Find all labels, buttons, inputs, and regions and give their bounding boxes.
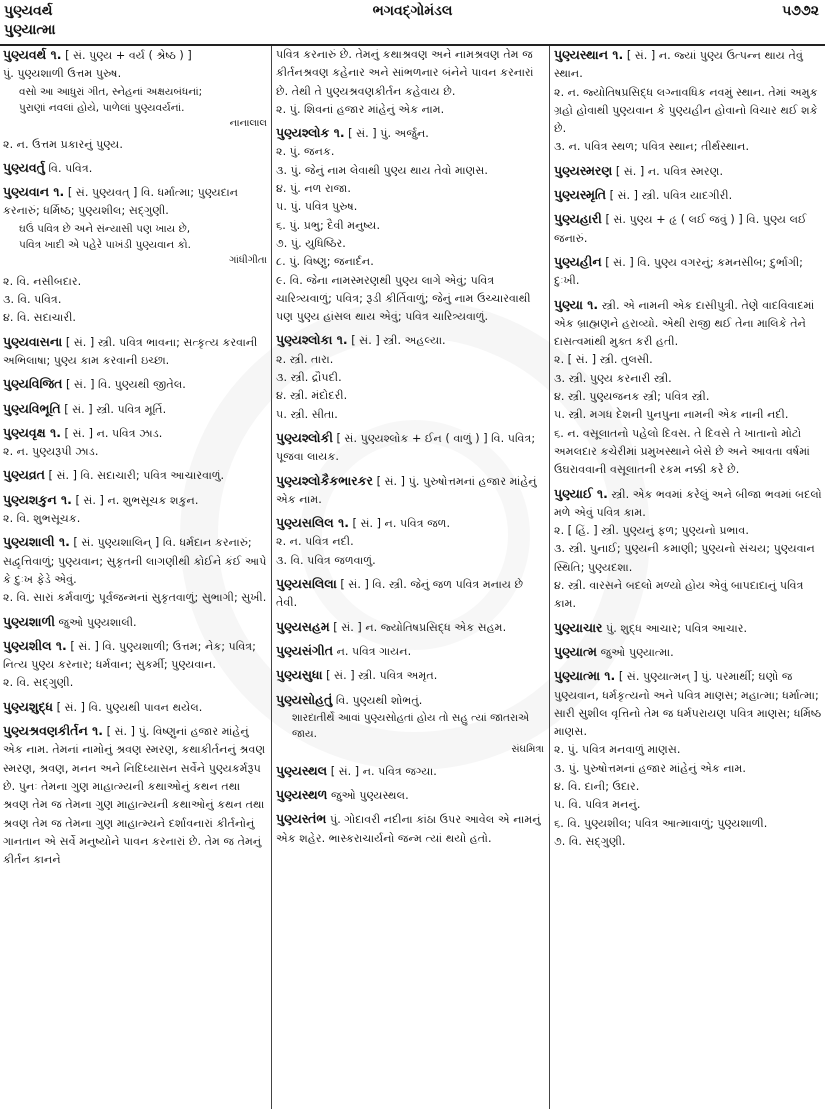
entry-quotation: વસો આ આધુરાં ગીત, સ્નેહનાં અક્ષયબંધનાં; [19,85,203,98]
entry-definition: પું. પુણ્યશાળી ઉત્તમ પુરુષ. [3,67,122,81]
entry-definition: વિ. પવિત્ર. [48,161,93,175]
entry-definition: [ સં. ] ન. પવિત્ર ઝાડ. [64,426,163,440]
entry-definition: ૨. પું. શિવનાં હજાર માંહેનું એક નામ. [276,102,445,116]
entry-definition: ૩. સ્ત્રી. પુણ્ય કરનારી સ્ત્રી. [554,371,672,385]
dictionary-entry [276,762,544,781]
dictionary-entry [554,186,822,205]
entry-definition: [ સં. ] વિ. પુણ્ય વગરનું; કમનસીબ; દુર્ભાગી; દુઃખી. [554,255,803,288]
entry-headword: પુણ્યવિજિત [3,376,63,392]
entry-quotation: ઘઉં પવિત્ર છે અને સંન્યાસી પણ ખાય છે, [19,222,191,235]
entry-definition: [ સં. પુણ્યાત્મન્ ] પું. પરમાર્થી; ઘણો જ પુણ્યવાન, ધર્મકૃત્યનો અને પવિત્ર માણસ; મહાત્મા; ધર્માત્મા; સારી સુશીલ વૃત્તિનો તેમ જ ધર્મપરાયણ પવિત્ર માણસ; ધર્મિષ્ઠ માણસ. [554,670,822,739]
entry-definition: [ સં. ] ન. જ્યાં પુણ્ય ઉત્પન્ન થાય તેવું સ્થાન. [554,49,803,81]
entry-definition: જુઓ પુણ્યશાલી. [58,615,137,629]
entry-definition: ૨. [ સં. ] સ્ત્રી. તુલસી. [554,353,653,367]
entry-definition: [ સં. ] ન. જ્યોતિષપ્રસિદ્ધ એક સહમ. [333,620,507,634]
entry-definition: ૬. ન. વસૂલાતનો પહેલો દિવસ. તે દિવસે તે ખાતાનો મોટો અમલદાર કચેરીમાં પ્રમુખસ્થાને બેસે છે અને આવતા વર્ષમાં ઉઘરાવવાની વસૂલાતની રકમ નક્કી કરે છે. [554,426,810,477]
entry-definition: ૬. વિ. પુણ્યશીલ; પવિત્ર આત્માવાળું; પુણ્યશાળી. [554,816,768,830]
entry-definition: [ સં. ] વિ. સદાચારી; પવિત્ર આચારવાળું. [48,469,225,483]
entry-headword: પુણ્યસલિલ ૧. [276,515,349,531]
entry-headword: પુણ્યસહમ [276,618,330,634]
entry-definition: ૪. સ્ત્રી. પુણ્યજનક સ્ત્રી; પવિત્ર સ્ત્રી. [554,390,710,404]
entry-definition: ૩. પું. જેનું નામ લેવાથી પુણ્ય થાય તેવો માણસ. [276,163,488,177]
entry-definition: ૪. વિ. દાની; ઉદાર. [554,779,640,793]
entry-definition: ૨. વિ. સદ્ગુણી. [3,676,74,690]
entry-headword: પુણ્યાચાર [554,619,603,635]
entry-headword: પુણ્યવાસના [3,333,63,349]
entry-headword: પુણ્યહીન [554,253,602,269]
entry-headword: પુણ્યશ્લોકા ૧. [276,332,348,348]
entry-headword: પુણ્યશ્રવણકીર્તન ૧. [3,723,103,739]
entry-definition: ૨. વિ. નસીબદાર. [3,274,82,288]
entry-definition: ૨. [ હિં. ] સ્ત્રી. પુણ્યનું ફળ; પુણ્યનો પ્રભાવ. [554,524,749,538]
entry-definition: ૩. ન. પવિત્ર સ્થળ; પવિત્ર સ્થાન; તીર્થસ્થાન. [554,140,750,154]
entry-definition: ન. પવિત્ર ગાયન. [336,644,412,658]
entry-definition: ૫. સ્ત્રી. સીતા. [276,407,338,421]
entry-definition: ૨. ન. જ્યોતિષપ્રસિદ્ધ લગ્નાવધિક નવમું સ્થાન. તેમાં અમુક ગ્રહો હોવાથી પુણ્યવાન કે પુણ્યહીન હોવાનો વિચાર થઈ શકે છે. [554,85,818,136]
entry-headword: પુણ્યાત્મા ૧. [554,668,616,684]
dictionary-entry [276,46,544,119]
entry-headword: પુણ્યાત્મ [554,643,598,659]
entry-definition: ૪. સ્ત્રી. મંદોદરી. [276,389,348,403]
entry-definition: [ સં. પુણ્ય + હૃ ( લઈ જવું ) ] વિ. પુણ્ય લઈ જનારું. [554,213,807,245]
entry-headword: પુણ્યવિભૂતિ [3,400,61,416]
dictionary-entry [276,429,544,467]
entry-definition: ૩. વિ. પવિત્ર. [3,293,62,307]
quotation-attribution: ગાંધીગીતા [229,254,267,266]
entry-headword: પુણ્યશ્લોકી [276,429,333,445]
entry-headword: પુણ્યશાળી [3,613,55,629]
dictionary-entry [3,136,267,154]
entry-definition: ૩. વિ. પવિત્ર જળવાળું. [276,553,376,567]
entry-headword: પુણ્યશાલી ૧. [3,534,70,550]
entry-definition: સ્ત્રી. એ નામની એક દાસીપુત્રી. તેણે વાદવિવાદમાં એક બ્રાહ્મણને હરાવ્યો. એથી રાજી થઈ તેના માલિકે તેને દાસત્વમાંથી મુક્ત કરી હતી. [554,298,815,349]
entry-definition: [ સં. પુણ્યશાલિન્ ] વિ. ધર્મદાન કરનારું; સદ્વૃત્તિવાળું; પુણ્યવાન; સુકૃતની લાગણીથી કોઈને કંઈ આપે કે દુઃખ ફેડે એવું. [3,536,267,586]
entry-headword: પુણ્યવૃક્ષ ૧. [3,424,61,440]
entry-definition: ૩. સ્ત્રી. પુનાઈ; પુણ્યની કમાણી; પુણ્યનો સંચય; પુણ્યવાન સ્થિતિ; પુણ્યદશા. [554,542,815,574]
entry-headword: પુણ્યશ્લોક ૧. [276,125,345,141]
entry-definition: ૪. સ્ત્રી. વારસને બદલો મળ્યો હોય એવું બાપદાદાનું પવિત્ર કામ. [554,579,804,611]
entry-headword: પુણ્યવ્રત [3,467,45,483]
entry-definition: જુઓ પુણ્યસ્થલ. [330,789,409,803]
entry-headword: પુણ્યાઈ ૧. [554,485,608,501]
dictionary-entry [276,691,544,757]
entry-definition: પું. શુદ્ધ આચાર; પવિત્ર આચાર. [606,621,748,635]
entry-definition: ૪. વિ. સદાચારી. [3,311,76,325]
columns-container [0,46,825,1109]
dictionary-entry [554,46,822,157]
column-3 [554,46,822,1109]
entry-definition: ૨. ન. પવિત્ર નદી. [276,535,354,549]
entry-definition: ૨. ન. પુણ્યરૂપી ઝાડ. [3,445,99,459]
dictionary-entry [3,637,267,693]
dictionary-entry [276,331,544,423]
quotation-attribution: સંઘમિત્રા [511,743,544,755]
entry-headword: પુણ્યસ્તંભ [276,811,327,827]
entry-headword: પુણ્યશુદ્ધ [3,698,54,714]
header-page-number: ૫૭૭૨ [782,3,819,19]
entry-headword: પુણ્યશીલ ૧. [3,637,67,653]
entry-definition: [ સં. ] સ્ત્રી. અહલ્યા. [351,334,446,348]
dictionary-entry [554,485,822,614]
dictionary-entry [554,210,822,248]
dictionary-entry [3,400,267,419]
entry-definition: ૩. પું. પુરુષોત્તમનાં હજાર માંહેનું એક નામ. [554,761,746,775]
entry-headword: પુણ્યવર્તુ [3,159,45,175]
entry-definition: પવિત્ર કરનારું છે. તેમનું કથાશ્રવણ અને નામશ્રવણ તેમ જ કીર્તનશ્રવણ કહેનાર અને સાંભળનાર બંનેને પાવન કરનારાં છે. તેથી તે પુણ્યશ્રવણકીર્તન કહેવાય છે. [276,48,534,98]
entry-definition: [ સં. ] પું. અર્જુન. [348,127,429,141]
dictionary-entry [3,698,267,717]
entry-definition: [ સં. ] સ્ત્રી. પવિત્ર મૂર્તિ. [64,402,167,416]
column-2 [276,46,544,1109]
entry-quotation: પવિત્ર ખાદી એ પહેરે પાખંડી પુણ્યવાન કો. [19,239,191,252]
dictionary-entry [3,466,267,485]
entry-definition: સ્ત્રી. એક ભવમાં કરેલું અને બીજા ભવમાં બદલો મળે એવું પવિત્ર કામ. [554,487,822,519]
entry-definition: પું. ગોદાવરી નદીના કાંઠા ઉપર આવેલ એ નામનું એક શહેર. ભાસ્કરાચાર્યનો જન્મ ત્યાં થયો હતો. [276,813,541,845]
dictionary-entry [3,273,267,328]
dictionary-entry [276,124,544,326]
entry-definition: [ સં. ] વિ. સ્ત્રી. જેનું જળ પવિત્ર મનાય છે તેવી. [276,578,524,610]
dictionary-entry [554,253,822,291]
header-first-word: પુણ્યવર્થ [4,3,53,19]
entry-definition: ૪. પું. નળ રાજા. [276,182,351,196]
entry-definition: ૯. વિ. જેના નામસ્મરણથી પુણ્ય લાગે એવું; પવિત્ર ચારિત્ર્યવાળું; પવિત્ર; રૂડી કીર્તિવાળું; જેનું નામ ઉચ્ચારવાથી પણ પુણ્ય હાંસલ થાય એવું; પવિત્ર ચારિત્ર્યવાળું. [276,273,531,324]
dictionary-entry [3,46,267,131]
entry-definition: [ સં. પુણ્યશ્લોક + ઈન ( વાળું ) ] વિ. પવિત્ર; પૂજવા લાયક. [276,431,536,464]
entry-definition: ૮. પું. વિષ્ણુ; જનાર્દન. [276,255,374,269]
dictionary-entry [3,491,267,529]
entry-quotation: પુરાણાં નવલાં હોયે, પાળેલાં પુણ્યવર્યનાં. [19,102,185,115]
entry-definition: જુઓ પુણ્યાત્મા. [600,645,674,659]
entry-definition: [ સં. ] ન. પવિત્ર જગ્યા. [330,764,437,778]
entry-headword: પુણ્યશ્લોકૈકભારકર [276,472,374,488]
dictionary-entry [276,472,544,510]
dictionary-entry [276,575,544,613]
entry-headword: પુણ્યસંગીત [276,642,334,658]
entry-headword: પુણ્યસુધા [276,667,323,683]
dictionary-entry [3,375,267,394]
dictionary-entry [3,722,267,869]
header-last-word: પુણ્યાત્મા [4,22,56,38]
entry-definition: [ સં. ] ન. પવિત્ર સ્મરણ. [615,164,724,178]
entry-headword: પુણ્યસલિલા [276,576,337,592]
entry-definition: [ સં. ] ન. પવિત્ર જળ. [352,517,451,531]
dictionary-entry [3,159,267,178]
dictionary-entry [276,618,544,637]
dictionary-entry [554,619,822,638]
dictionary-entry [3,424,267,462]
entry-definition: ૭. વિ. સદ્ગુણી. [554,834,626,848]
dictionary-entry [276,810,544,848]
entry-headword: પુણ્યસ્થલ [276,762,328,778]
entry-headword: પુણ્યસ્મરણ [554,162,613,178]
column-1 [3,46,267,1109]
entry-definition: ૬. પું. પ્રભુ; દૈવી મનુષ્ય. [276,218,381,232]
entry-definition: [ સં. ] પું. પુરુષોત્તમનાં હજાર માંહેનું એક નામ. [276,474,537,506]
header-title: ભગવદ્ગોમંડલ [372,3,453,19]
dictionary-entry [554,296,822,480]
dictionary-entry [3,333,267,371]
entry-definition: ૭. પું. યુધિષ્ઠિર. [276,236,346,250]
entry-definition: ૨. સ્ત્રી. તારા. [276,352,334,366]
entry-definition: [ સં. ] ન. શુભસૂચક શકુન. [75,493,199,507]
entry-definition: ૨. ન. ઉત્તમ પ્રકારનું પુણ્ય. [3,137,123,151]
entry-definition: [ સં. ] સ્ત્રી. પવિત્ર ભાવના; સત્કૃત્ય કરવાની અભિલાષા; પુણ્ય કામ કરવાની ઇચ્છા. [3,335,258,367]
entry-definition: [ સં. ] સ્ત્રી. પવિત્ર યાદગીરી. [609,189,733,203]
entry-headword: પુણ્યા ૧. [554,296,599,312]
entry-definition: ૩. સ્ત્રી. દ્રૌપદી. [276,371,342,385]
entry-definition: ૫. પું. પવિત્ર પુરુષ. [276,200,358,214]
entry-definition: ૫. સ્ત્રી. મગધ દેશની પુનપુના નામની એક નાની નદી. [554,408,789,422]
entry-headword: પુણ્યહારી [554,211,602,227]
dictionary-entry [554,643,822,662]
entry-definition: ૨. પું. પવિત્ર મનવાળું માણસ. [554,743,681,757]
dictionary-entry [3,613,267,632]
entry-definition: ૫. વિ. પવિત્ર મનનું. [554,798,641,812]
dictionary-entry [3,183,267,268]
entry-quotation: શારદાતીર્થે આવાં પુણ્યસોહતાં હોય તો સહુ ત્યાં જાતરાએ જાય. [292,711,530,741]
entry-definition: ૨. પું. જનક. [276,145,335,159]
dictionary-entry [554,162,822,181]
entry-definition: [ સં. ] વિ. પુણ્યશાળી; ઉત્તમ; નેક; પવિત્ર; નિત્ય પુણ્ય કરનાર; ધર્મવાન; સુકર્મી; પુણ્યવાન. [3,639,256,672]
entry-definition: ૨. વિ. સારાં કર્મવાળું; પૂર્વજન્મનાં સુકૃતવાળું; સુભાગી; સુખી. [3,591,267,605]
dictionary-entry [276,666,544,685]
dictionary-entry [276,786,544,805]
entry-definition: ૨. વિ. શુભસૂચક. [3,512,81,526]
dictionary-entry [276,642,544,661]
entry-definition: [ સં. ] સ્ત્રી. પવિત્ર અમૃત. [326,669,438,683]
dictionary-entry [3,533,267,607]
entry-definition: [ સં. પુણ્યવત્ ] વિ. ધર્માત્મા; પુણ્યદાન કરનારું; ધર્મિષ્ઠ; પુણ્યશીલ; સદ્ગુણી. [3,186,239,218]
page-header [0,0,825,46]
quotation-attribution: નાનાલાલ [229,117,267,129]
entry-headword: પુણ્યવાન ૧. [3,184,65,200]
entry-definition: વિ. પુણ્યથી શોભતું. [335,693,423,707]
entry-headword: પુણ્યસોહતું [276,691,333,707]
dictionary-entry [554,667,822,851]
entry-definition: [ સં. પુણ્ય + વર્ય ( શ્રેષ્ઠ ) ] [65,49,192,62]
entry-headword: પુણ્યસ્થાન ૧. [554,47,624,62]
entry-headword: પુણ્યવર્થ ૧. [3,47,62,62]
entry-headword: પુણ્યશકુન ૧. [3,491,72,507]
entry-headword: પુણ્યસ્મૃતિ [554,187,607,203]
entry-definition: [ સં. ] પું. વિષ્ણુનાં હજાર માંહેનું એક નામ. તેમનાં નામોનું શ્રવણ સ્મરણ, કથાકીર્તનનું શ્રવણ સ્મરણ, શ્રવણ, મનન અને નિદિધ્યાસન સર્વેને પુણ્યકર્મરૂપ છે. પુનઃ તેમના ગુણ માહાત્મ્યની કથાઓનું કથન તથા શ્રવણ તેમ જ તેમના ગુણ માહાત્મ્યની કથાઓનું કથન તથા શ્રવણ તેમ જ તેમના ગુણ માહાત્મ્યને દર્શાવનારાં કીર્તનોનું ગાનતાન એ સર્વે મનુષ્યોને પાવન કરનારાં છે. તેમ જ તેમનું કીર્તન કાનને [3,725,266,867]
entry-definition: [ સં. ] વિ. પુણ્યથી જીતેલ. [66,378,186,392]
entry-headword: પુણ્યસ્થળ [276,787,328,803]
entry-definition: [ સં. ] વિ. પુણ્યથી પાવન થયેલ. [56,700,203,714]
dictionary-entry [276,514,544,570]
